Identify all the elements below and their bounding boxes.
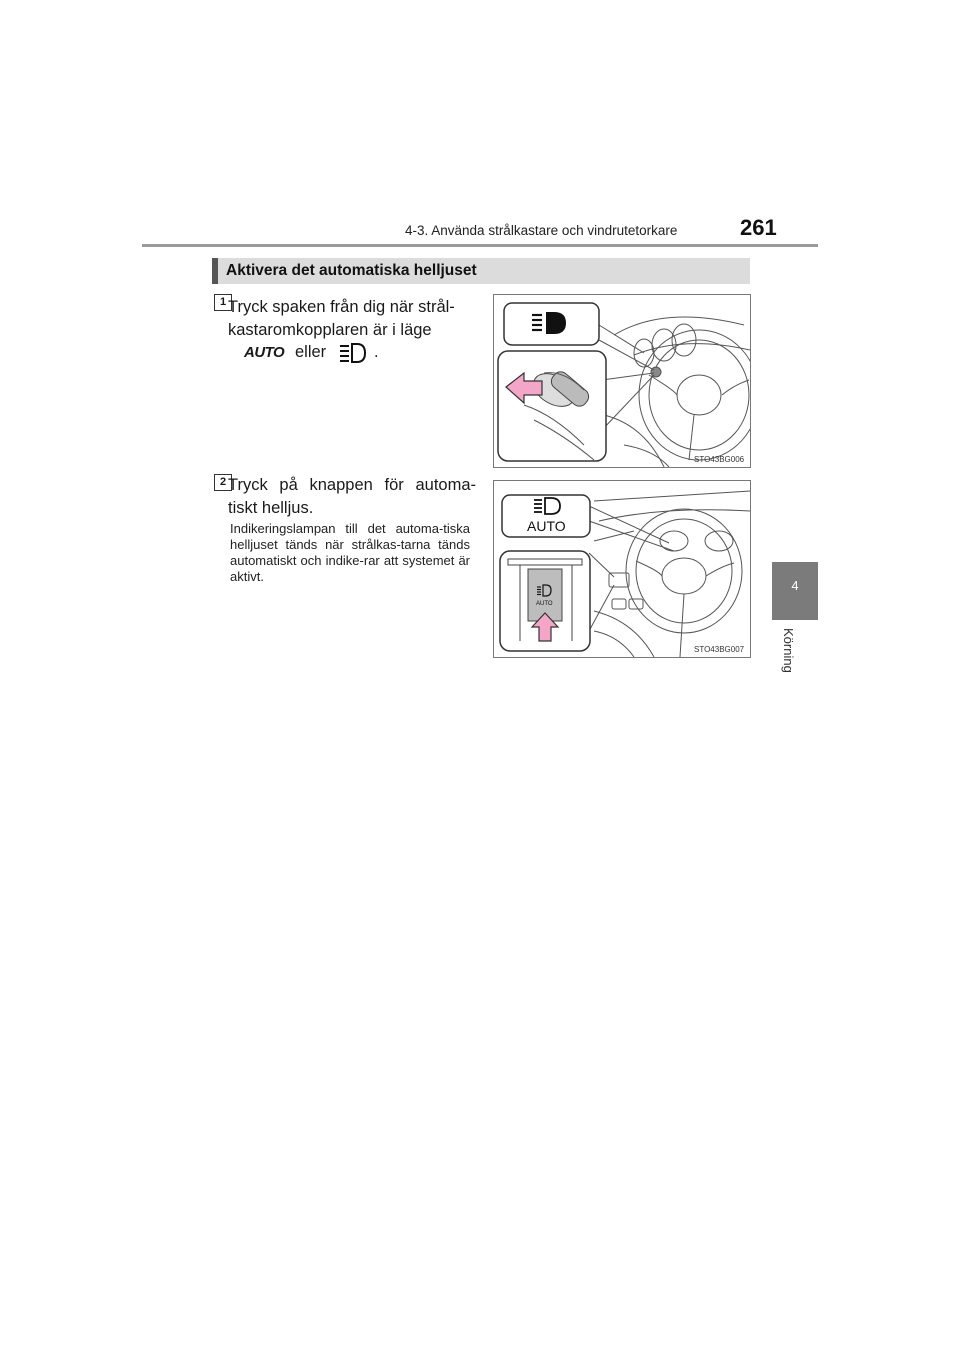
figure-button	[493, 480, 751, 658]
section-title: Aktivera det automatiska helljuset	[226, 262, 477, 279]
lever-illustration	[494, 295, 750, 467]
step-2-text: Tryck på knappen för automa-tiskt helljus.	[228, 476, 476, 517]
page-number: 261	[740, 215, 777, 240]
step-1-period: .	[374, 343, 379, 361]
high-beam-icon	[338, 342, 368, 364]
figure-auto-label: AUTO	[527, 518, 566, 534]
step-number-2: 2	[214, 474, 232, 491]
header-divider	[142, 244, 818, 247]
step-2-note: Indikeringslampan till det automa-tiska helljuset tänds när strålkas-tarna tänds automatiskt och indike-rar att systemet är aktivt.	[230, 521, 470, 584]
step-number-1: 1	[214, 294, 232, 311]
chapter-title: 4-3. Använda strålkastare och vindrutetorkare	[405, 223, 678, 238]
step-1-text	[228, 296, 476, 342]
auto-glyph: AUTO	[244, 344, 285, 361]
button-auto-label: AUTO	[536, 601, 553, 607]
figure-lever	[493, 294, 751, 468]
chapter-tab-number: 4	[791, 578, 799, 593]
figure-1-code: STO43BG006	[694, 455, 745, 464]
or-word: eller	[295, 343, 327, 361]
figure-2-code: STO43BG007	[694, 645, 745, 654]
chapter-tab-label: Körning	[781, 628, 796, 673]
dashboard-illustration	[494, 481, 750, 657]
step-1-line-2: kastaromkopplaren är i läge	[228, 321, 432, 339]
step-1-line-1: Tryck spaken från dig när strål-	[228, 298, 455, 316]
